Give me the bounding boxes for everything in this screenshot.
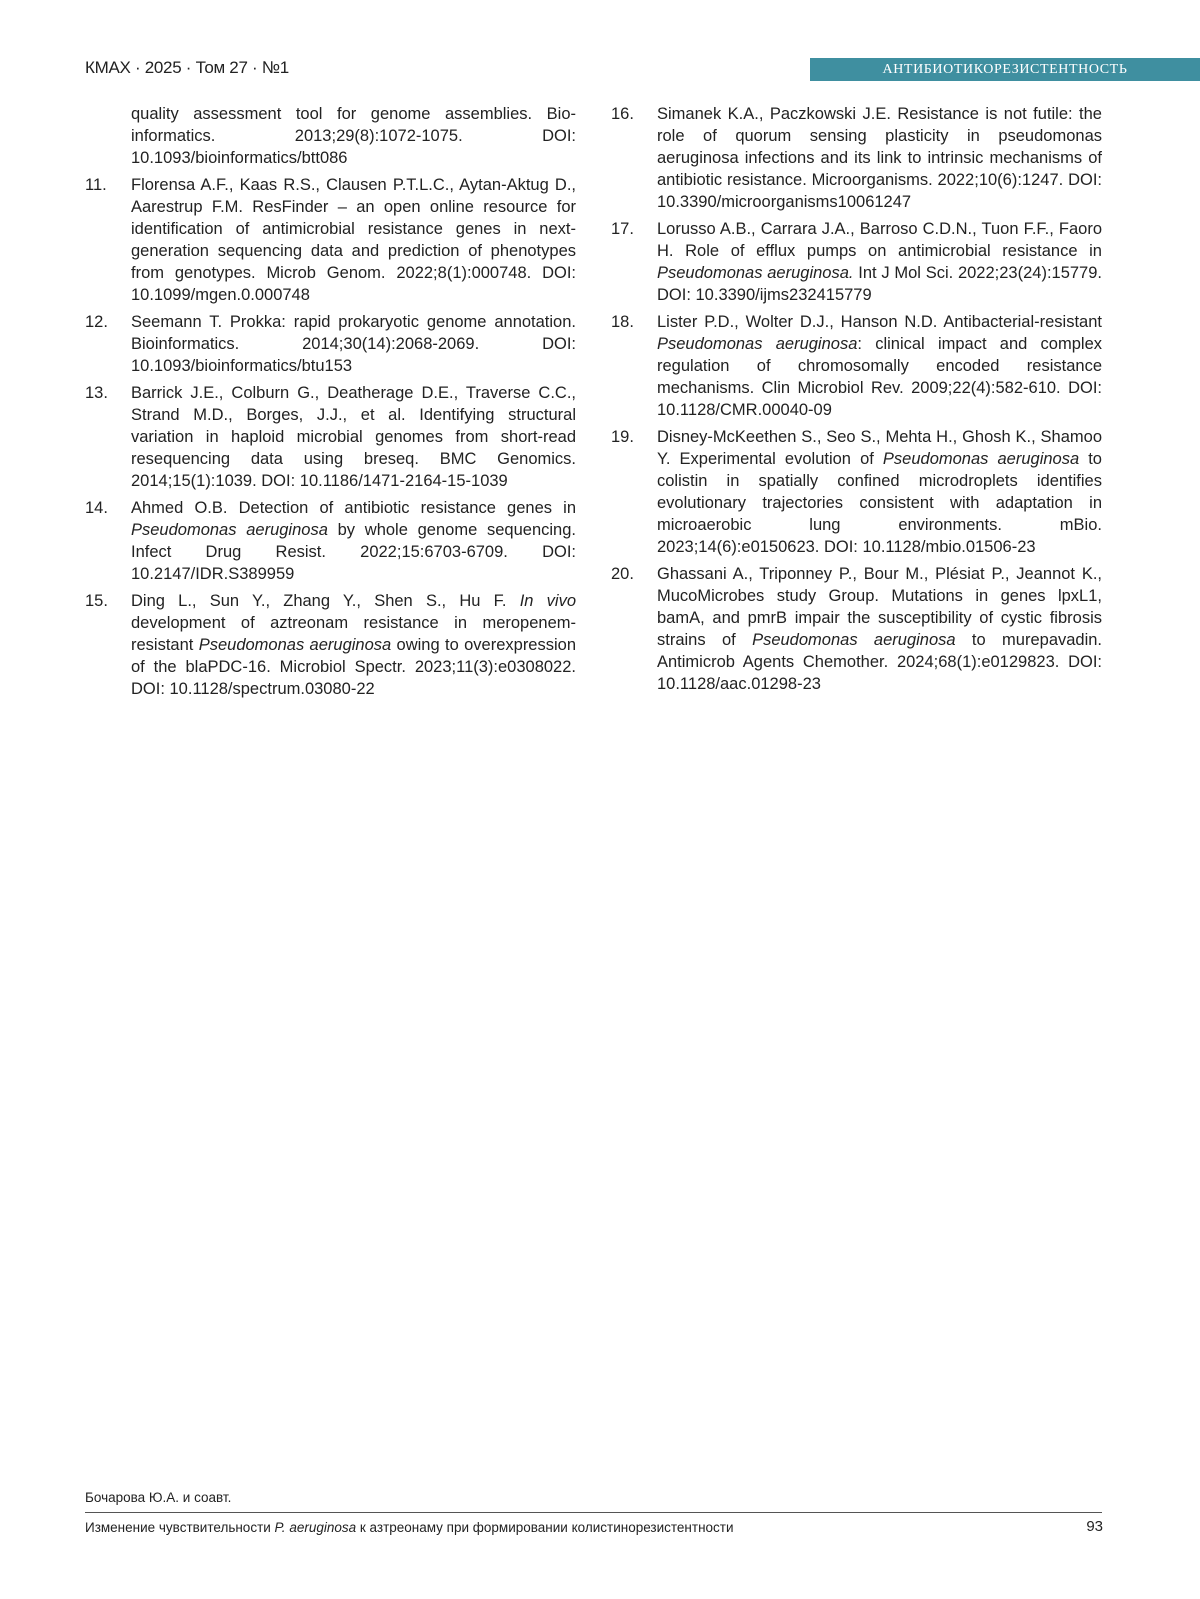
species-name: Pseudomonas aeruginosa <box>752 631 956 649</box>
species-name: In vivo <box>520 592 576 610</box>
reference-text: quality assessment tool for genome assemblies. Bio­informatics. 2013;29(8):1072-1075. DOI: 10.1093/bioinformatics/btt086 <box>131 105 576 167</box>
reference-number: 15. <box>85 590 108 612</box>
references-right-column <box>611 103 1102 700</box>
reference-item <box>85 497 576 585</box>
reference-item <box>611 563 1102 695</box>
section-banner: АНТИБИОТИКОРЕЗИСТЕНТНОСТЬ <box>810 58 1200 81</box>
reference-number: 11. <box>85 174 107 196</box>
reference-number: 20. <box>611 563 634 585</box>
reference-item <box>85 103 576 169</box>
reference-item <box>85 311 576 377</box>
reference-text: Ding L., Sun Y., Zhang Y., Shen S., Hu F. <box>131 592 520 610</box>
reference-text: Ghassani A., Triponney P., Bour M., Plésiat P., Jeannot K., MucoMicrobes study Group. Mutations in genes lpxL1, bamA, and pmrB impair the susceptibility of cystic fibrosis strains of <box>657 565 1102 649</box>
reference-text: Florensa A.F., Kaas R.S., Clausen P.T.L.C., Aytan-Aktug D., Aarestrup F.M. ResFinder – an open online resource for identification of antimicrobial resistance genes in next-generation sequencing data and prediction of phenotypes from genotypes. Microb Genom. 2022;8(1):000748. DOI: 10.1099/mgen.0.000748 <box>131 176 576 304</box>
species-name: Pseudomonas aeruginosa <box>883 450 1079 468</box>
reference-number: 13. <box>85 382 108 404</box>
footer-divider <box>85 1512 1102 1513</box>
footer-title-before: Изменение чувствительности <box>85 1520 275 1535</box>
reference-item <box>611 426 1102 558</box>
reference-item <box>611 218 1102 306</box>
reference-text: Int J Mol Sci. 2022;23(24):15779. DOI: 10.3390/ijms232415779 <box>657 264 1102 304</box>
reference-item <box>85 382 576 492</box>
reference-text: Disney-McKeethen S., Seo S., Mehta H., Ghosh K., Shamoo Y. Experimental evolution of <box>657 428 1102 468</box>
footer-article-title <box>85 1520 734 1535</box>
reference-text: Simanek K.A., Paczkowski J.E. Resistance is not futile: the role of quorum sensing plasticity in pseudomonas aeruginosa infections and its link to intrinsic mechanisms of antibiotic resistance. Microorganisms. 2022;10(6):1247. DOI: 10.3390/microorganisms10061247 <box>657 105 1102 211</box>
reference-text: to murepavadin. Antimicrob Agents Chemother. 2024;68(1):e0129823. DOI: 10.1128/aac.01298-23 <box>657 631 1102 693</box>
reference-number: 17. <box>611 218 634 240</box>
footer-authors: Бочарова Ю.А. и соавт. <box>85 1490 231 1505</box>
reference-number: 14. <box>85 497 108 519</box>
reference-item <box>611 311 1102 421</box>
references-left-column <box>85 103 576 705</box>
reference-text: Barrick J.E., Colburn G., Deatherage D.E., Traverse C.C., Strand M.D., Borges, J.J., et al. Identifying structural variation in haploid microbial genomes from short-read resequencing data using breseq. BMC Genomics. 2014;15(1):1039. DOI: 10.1186/1471-2164-15-1039 <box>131 384 576 490</box>
reference-item <box>85 590 576 700</box>
reference-text: by whole genome sequencing. Infect Drug Resist. 2022;15:6703-6709. DOI: 10.2147/IDR.S389959 <box>131 521 576 583</box>
species-name: Pseudomonas aeruginosa <box>657 335 857 353</box>
reference-number: 12. <box>85 311 108 333</box>
reference-text: Lister P.D., Wolter D.J., Hanson N.D. Antibacterial-resistant <box>657 313 1102 331</box>
footer-title-after: к азтреонаму при формировании колистинорезистентности <box>356 1520 733 1535</box>
reference-item <box>85 174 576 306</box>
species-name: Pseudomonas aeruginosa. <box>657 264 853 282</box>
reference-number: 18. <box>611 311 634 333</box>
reference-item <box>611 103 1102 213</box>
reference-text: Ahmed O.B. Detection of antibiotic resistance genes in <box>131 499 576 517</box>
page-number: 93 <box>1086 1518 1103 1535</box>
reference-number: 16. <box>611 103 634 125</box>
journal-header: КМАХ · 2025 · Том 27 · №1 <box>85 58 289 78</box>
reference-text: : clinical impact and complex regulation of chromosomally encoded resistance mechanisms. Clin Microbiol Rev. 2009;22(4):582-610. DOI: 10.1128/CMR.00040-09 <box>657 335 1102 419</box>
reference-number: 19. <box>611 426 634 448</box>
species-name: Pseudomonas aeruginosa <box>131 521 328 539</box>
reference-text: Seemann T. Prokka: rapid prokaryotic genome annota­tion. Bioinformatics. 2014;30(14):2068-2069. DOI: 10.1093/bioinformatics/btu153 <box>131 313 576 375</box>
reference-text: development of aztreonam resistance in meropenem-resistant <box>131 614 576 654</box>
species-name: Pseu­domonas aeruginosa <box>199 636 391 654</box>
footer-title-species: P. aeruginosa <box>275 1520 357 1535</box>
reference-text: Lorusso A.B., Carrara J.A., Barroso C.D.N., Tuon F.F., Faoro H. Role of efflux pumps on antimicrobial resistance in <box>657 220 1102 260</box>
reference-text: to colistin in spatially confined microdroplets identifies evolutionary trajectories consistent with adaptation in microaerobic lung environments. mBio. 2023;14(6):e0150623. DOI: 10.1128/mbio.01506-23 <box>657 450 1102 556</box>
reference-text: owing to overexpression of the blaPDC-16. Microbiol Spectr. 2023;11(3):e0308022. DOI: 10.1128/spectrum.03080-22 <box>131 636 576 698</box>
